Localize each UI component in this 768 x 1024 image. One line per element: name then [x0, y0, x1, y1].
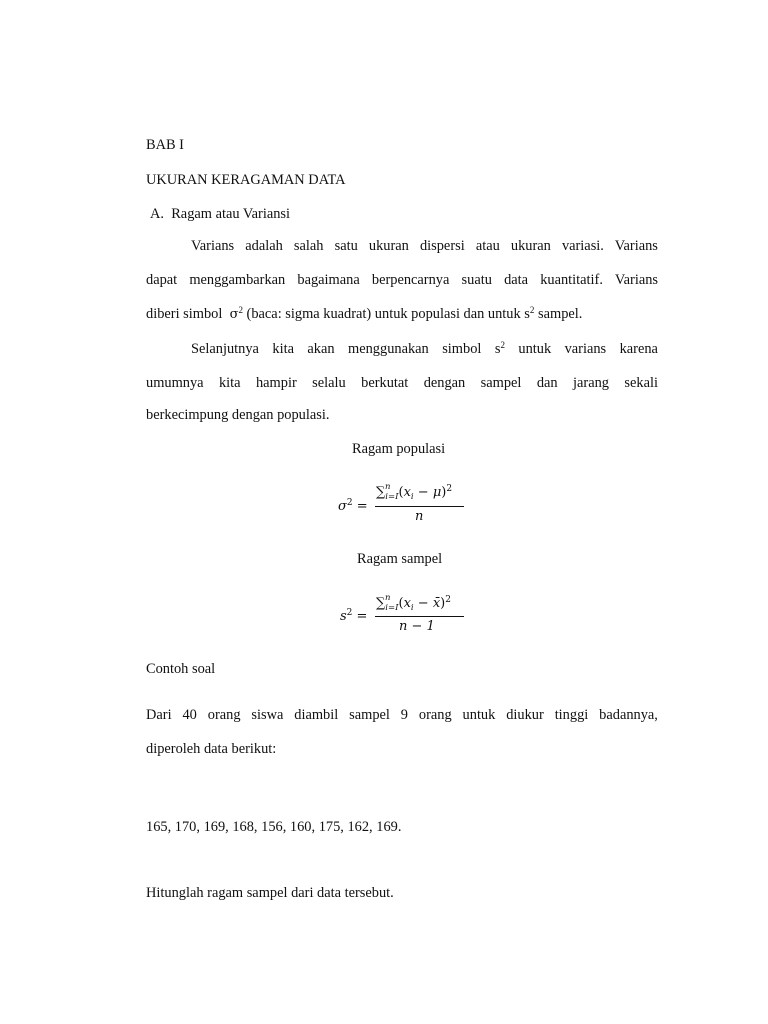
- word: hampir: [255, 375, 297, 391]
- chapter-title: UKURAN KERAGAMAN DATA: [146, 172, 346, 188]
- example-question: Hitunglah ragam sampel dari data tersebut.: [146, 885, 394, 901]
- word: satu: [334, 238, 358, 254]
- word: atau: [475, 238, 500, 254]
- word: sampel: [349, 707, 390, 723]
- word: dengan: [423, 375, 466, 391]
- section-title: Ragam atau Variansi: [171, 206, 291, 222]
- word: berkutat: [361, 375, 409, 391]
- word: Varians: [191, 238, 235, 254]
- word: Dari: [146, 707, 172, 723]
- word: berpencarnya: [371, 272, 450, 288]
- chapter-label: BAB I: [146, 137, 184, 153]
- example-line-2: diperoleh data berikut:: [146, 741, 277, 757]
- paragraph-1-line-1: [191, 237, 658, 255]
- formula-sample-denominator: n − 1: [399, 619, 435, 634]
- word: diambil: [294, 707, 339, 723]
- example-line-1: [146, 706, 658, 724]
- formula-sample-numerator: ∑ n $_{i=I}(x_i$ − x̄)$^2$: [376, 593, 451, 613]
- word: sekali: [624, 375, 658, 391]
- word: Varians: [614, 272, 659, 288]
- word: kita: [218, 375, 241, 391]
- word: orang: [418, 707, 452, 723]
- word: Varians: [614, 238, 658, 254]
- word: bagaimana: [297, 272, 360, 288]
- word: suatu: [461, 272, 492, 288]
- word: siswa: [251, 707, 284, 723]
- paragraph-2-line-3: berkecimpung dengan populasi.: [146, 407, 330, 423]
- word: diukur: [506, 707, 544, 723]
- paragraph-2-line-1: Selanjutnya kita akan menggunakan simbol $s^2$ untuk varians karena: [191, 340, 658, 357]
- word: menggambarkan: [189, 272, 286, 288]
- word: 9: [400, 707, 408, 723]
- paragraph-2-line-2: [146, 374, 658, 392]
- word: untuk: [462, 707, 496, 723]
- fraction-bar: [375, 506, 464, 507]
- formula-population-lhs: $\sigma^2$ =: [338, 498, 368, 514]
- word: adalah: [245, 238, 283, 254]
- word: ukuran: [510, 238, 551, 254]
- word: kuantitatif.: [540, 272, 603, 288]
- formula-population-label: Ragam populasi: [352, 441, 446, 457]
- word: dapat: [146, 272, 178, 288]
- word: ukuran: [368, 238, 409, 254]
- example-heading: Contoh soal: [146, 661, 216, 677]
- word: dan: [536, 375, 558, 391]
- word: dispersi: [419, 238, 465, 254]
- formula-population-numerator: ∑ n $_{i=I}(x_i - \mu)^2$: [376, 482, 453, 502]
- word: umumnya: [146, 375, 204, 391]
- paragraph-1-line-2: [146, 271, 658, 289]
- word: 40: [182, 707, 197, 723]
- fraction-bar: [375, 616, 464, 617]
- formula-sample-lhs: $s^2$ =: [340, 608, 368, 624]
- word: badannya,: [599, 707, 658, 723]
- word: jarang: [573, 375, 609, 391]
- formula-sample-label: Ragam sampel: [357, 551, 443, 567]
- paragraph-1-line-3: diberi simbol $\sigma^2$ (baca: sigma kuadrat) untuk populasi dan untuk $s^2$ sampel.: [146, 305, 583, 322]
- word: sampel: [480, 375, 522, 391]
- sigma-symbol: σ: [229, 307, 239, 322]
- word: variasi.: [561, 238, 604, 254]
- formula-population-denominator: n: [415, 509, 424, 524]
- word: tinggi: [554, 707, 589, 723]
- word: selalu: [312, 375, 346, 391]
- word: data: [504, 272, 529, 288]
- section-heading: [150, 205, 290, 223]
- example-data: 165, 170, 169, 168, 156, 160, 175, 162, 169.: [146, 819, 402, 835]
- word: salah: [293, 238, 324, 254]
- word: orang: [207, 707, 241, 723]
- section-marker: A.: [150, 206, 164, 222]
